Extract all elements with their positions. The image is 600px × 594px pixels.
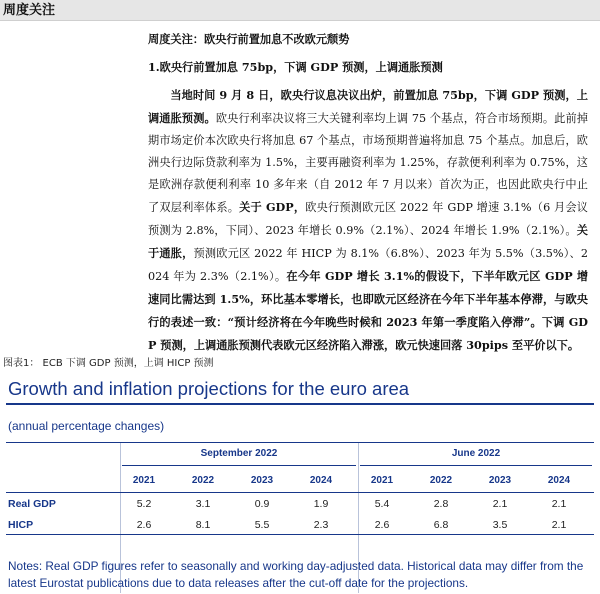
gdp-forecast-text: 欧央行预测欧元区 2022 年 GDP 增速 3.1%（6 月会议预测为 2.8%，下同）、2023 年增长 0.9%（2.1%）、2024 年增长 1.9%（2.1%）。 — [148, 201, 588, 237]
table-cell: 2.6 — [136, 519, 152, 531]
table-cell: 1.9 — [313, 498, 329, 510]
article-subheading: 1.欧央行前置加息 75bp，下调 GDP 预测，上调通胀预测 — [148, 60, 443, 74]
conclusion-bold-text: 在今年 GDP 增长 3.1%的假设下，下半年欧元区 GDP 增速同比需达到 1.5%，环比基本零增长，也即欧元区经济在今年下半年基本停滞，与欧央行的表述一致：“预计经济将在今年晚些时候和 2023 年第一季度陷入停滞”。下调 GDP 预测，上调通胀预测代表欧元区经济陷入滞涨，欧元快速回落 30pips 至平价以下。 — [148, 269, 589, 352]
row-label-hicp: HICP — [8, 519, 34, 531]
rate-decision-text: 欧央行利率决议将三大关键利率均上调 75 个基点，符合市场预期。此前掉期市场定价本次欧央行将加息 67 个基点，市场预期普遍将加息 75 个基点。加息后，欧洲央行边际贷款利率为 1.5%，主要再融资利率为 1.25%，存款便利利率为 0.75%，这是欧洲存款便利利率 10 多年来（自 2012 年 7 月以来）首次为正，也因此欧央行中止了双层利率体系。 — [148, 112, 588, 214]
table-cell: 2.8 — [433, 498, 449, 510]
table-top-rule — [6, 442, 594, 443]
table-cell: 2.1 — [551, 498, 567, 510]
table-cell: 2.6 — [374, 519, 390, 531]
table-cell: 5.4 — [374, 498, 390, 510]
group-underline — [122, 465, 356, 466]
table-cell: 5.2 — [136, 498, 152, 510]
gdp-bold-label: 关于 GDP， — [239, 200, 306, 214]
article-headline: 周度关注：欧央行前置加息不改欧元颓势 — [148, 32, 350, 46]
year-header: 2022 — [191, 475, 215, 486]
group-header-september: September 2022 — [200, 448, 278, 459]
year-header: 2021 — [370, 475, 394, 486]
table-cell: 8.1 — [195, 519, 211, 531]
figure-notes: Notes: Real GDP figures refer to seasonally and working day-adjusted data. Historical data may differ from the latest Eurostat publications due to data releases after the cut-off date for the projections. — [8, 559, 584, 590]
year-header: 2023 — [250, 475, 274, 486]
figure-title: Growth and inflation projections for the euro area — [8, 378, 410, 399]
table-cell: 5.5 — [254, 519, 270, 531]
lead-bold-text: 当地时间 9 月 8 日，欧央行议息决议出炉，前置加息 75bp，下调 GDP 预测，上调通胀预测。 — [148, 88, 588, 125]
table-cell: 6.8 — [433, 519, 449, 531]
section-title: 周度关注 — [3, 3, 56, 18]
table-bottom-rule — [6, 534, 594, 535]
table-cell: 2.1 — [551, 519, 567, 531]
year-header: 2024 — [309, 475, 333, 486]
table-cell: 3.5 — [492, 519, 508, 531]
title-rule — [6, 403, 594, 405]
group-header-june: June 2022 — [451, 448, 501, 459]
section-header-bar — [0, 0, 600, 21]
group-underline — [360, 465, 592, 466]
row-label-real-gdp: Real GDP — [8, 498, 56, 510]
figure-subtitle: (annual percentage changes) — [8, 419, 165, 433]
year-header: 2022 — [429, 475, 453, 486]
table-cell: 3.1 — [195, 498, 211, 510]
article-paragraph — [148, 84, 588, 357]
table-cell: 2.1 — [492, 498, 508, 510]
table-cell: 2.3 — [313, 519, 329, 531]
year-header: 2024 — [547, 475, 571, 486]
header-bottom-rule — [6, 492, 594, 493]
year-header: 2021 — [132, 475, 156, 486]
inflation-bold-label: 关于通胀， — [148, 223, 588, 260]
year-header: 2023 — [488, 475, 512, 486]
projection-table-figure — [0, 374, 600, 594]
table-cell: 0.9 — [254, 498, 270, 510]
figure-caption: 图表1： ECB 下调 GDP 预测，上调 HICP 预测 — [3, 358, 214, 369]
article-body — [148, 26, 588, 368]
inflation-forecast-text: 预测欧元区 2022 年 HICP 为 8.1%（6.8%）、2023 年为 5.5%（3.5%）、2024 年为 2.3%（2.1%）。 — [148, 247, 588, 283]
